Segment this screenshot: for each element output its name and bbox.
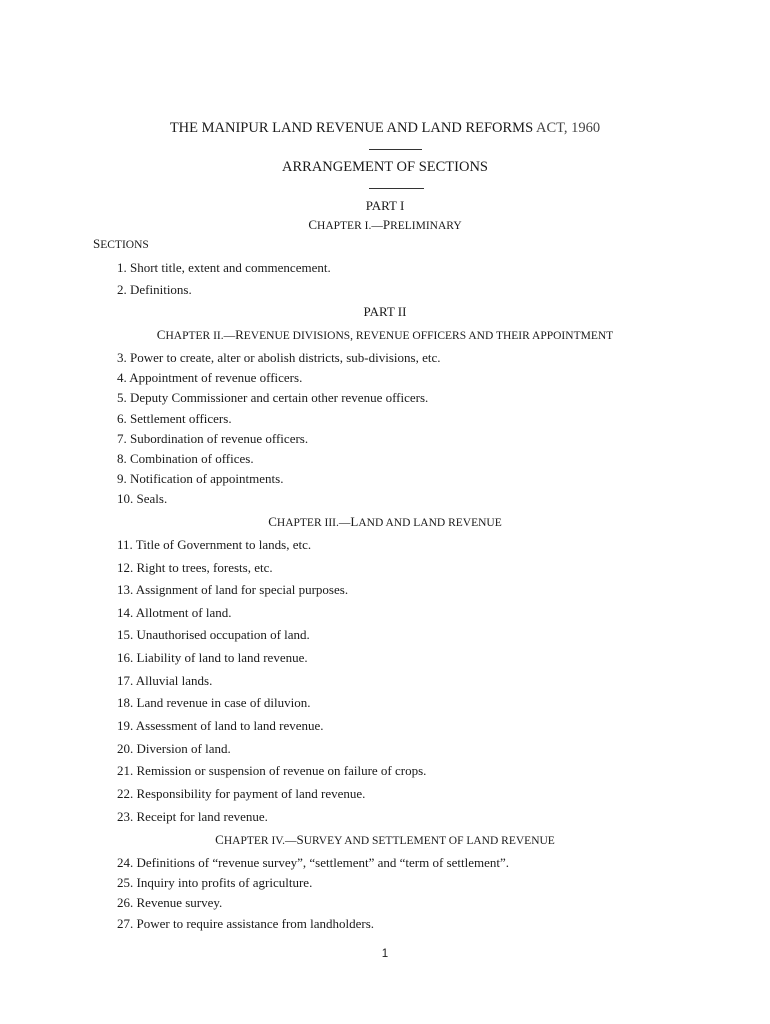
chapter-heading: CHAPTER IV.—SURVEY AND SETTLEMENT OF LAND REVENUE	[215, 832, 555, 847]
section-item: 20. Diversion of land.	[117, 741, 231, 756]
sections-label: SECTIONS	[93, 236, 149, 251]
section-item: 9. Notification of appointments.	[117, 471, 284, 486]
section-item: 25. Inquiry into profits of agriculture.	[117, 875, 313, 890]
chapter-heading: CHAPTER III.—LAND AND LAND REVENUE	[268, 514, 502, 529]
title-separator	[369, 149, 422, 150]
page-number: 1	[381, 948, 389, 960]
chapter-heading: CHAPTER II.—REVENUE DIVISIONS, REVENUE OFFICERS AND THEIR APPOINTMENT	[156, 327, 614, 342]
section-item: 3. Power to create, alter or abolish districts, sub-divisions, etc.	[117, 350, 441, 365]
section-item: 22. Responsibility for payment of land revenue.	[117, 786, 366, 801]
section-item: 2. Definitions.	[117, 282, 192, 297]
section-item: 16. Liability of land to land revenue.	[117, 650, 308, 665]
section-item: 4. Appointment of revenue officers.	[117, 370, 303, 385]
section-item: 17. Alluvial lands.	[117, 673, 213, 688]
part-heading: PART II	[363, 304, 407, 319]
section-item: 11. Title of Government to lands, etc.	[117, 537, 312, 552]
section-item: 1. Short title, extent and commencement.	[117, 260, 331, 275]
section-item: 14. Allotment of land.	[117, 605, 232, 620]
section-item: 18. Land revenue in case of diluvion.	[117, 695, 311, 710]
section-item: 6. Settlement officers.	[117, 411, 232, 426]
section-item: 26. Revenue survey.	[117, 895, 223, 910]
section-item: 12. Right to trees, forests, etc.	[117, 560, 273, 575]
section-item: 19. Assessment of land to land revenue.	[117, 718, 324, 733]
section-item: 21. Remission or suspension of revenue on failure of crops.	[117, 763, 427, 778]
section-item: 8. Combination of offices.	[117, 451, 254, 466]
act-title-year: ACT, 1960	[535, 120, 601, 136]
section-item: 23. Receipt for land revenue.	[117, 809, 268, 824]
section-item: 5. Deputy Commissioner and certain other revenue officers.	[117, 390, 429, 405]
section-item: 10. Seals.	[117, 491, 168, 506]
section-item: 15. Unauthorised occupation of land.	[117, 627, 310, 642]
arrangement-heading: ARRANGEMENT OF SECTIONS	[282, 159, 488, 175]
act-title-main: THE MANIPUR LAND REVENUE AND LAND REFORMS	[169, 120, 534, 136]
heading-separator	[369, 188, 424, 189]
section-item: 27. Power to require assistance from landholders.	[117, 916, 375, 931]
section-item: 13. Assignment of land for special purposes.	[117, 582, 349, 597]
section-item: 24. Definitions of “revenue survey”, “settlement” and “term of settlement”.	[117, 855, 510, 870]
section-item: 7. Subordination of revenue officers.	[117, 431, 309, 446]
part-heading: PART I	[365, 198, 405, 213]
act-title	[0, 121, 770, 136]
chapter-heading: CHAPTER I.—PRELIMINARY	[308, 217, 462, 232]
